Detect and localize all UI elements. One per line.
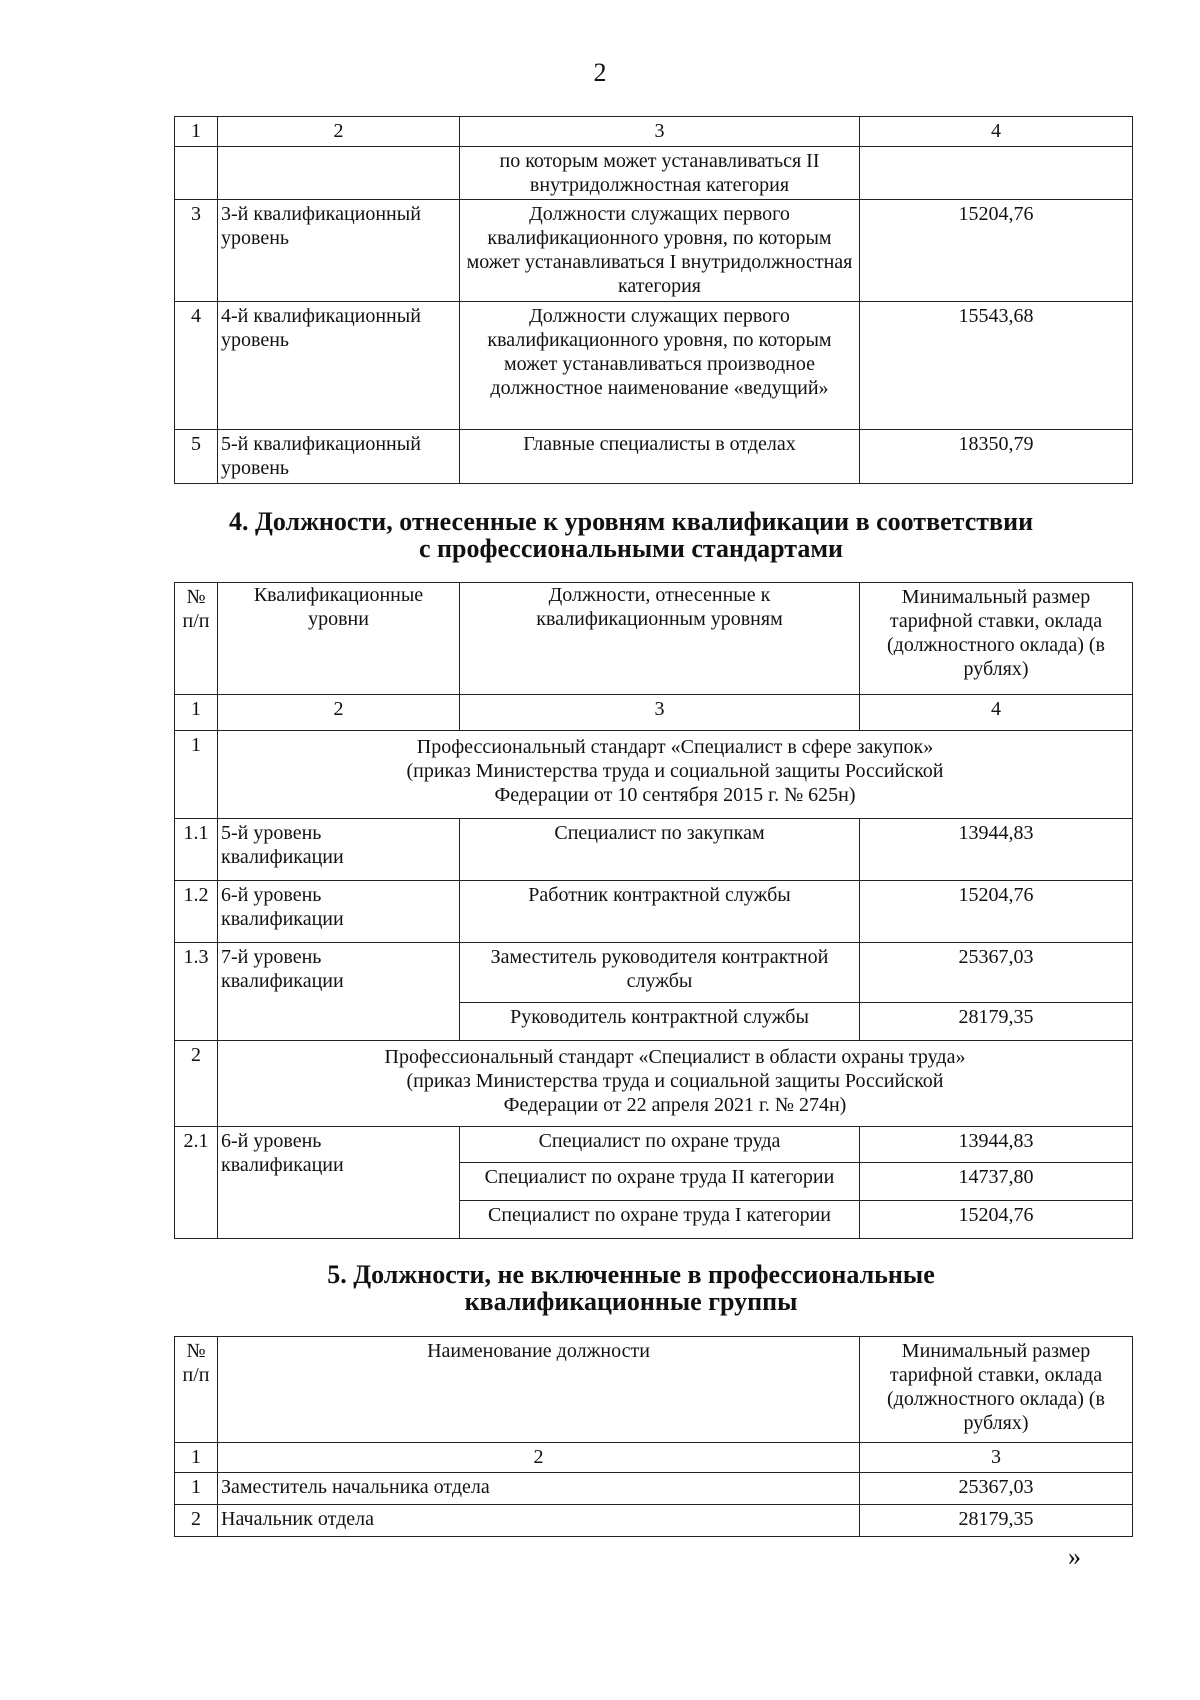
- section-5-title-line-2: квалификационные группы: [464, 1287, 798, 1316]
- row-number: 2: [175, 1505, 218, 1537]
- row-number: 3: [175, 200, 218, 302]
- qualification-level: 5-й квалификационный уровень: [218, 430, 460, 484]
- salary-value: 13944,83: [860, 819, 1133, 881]
- salary-value: 13944,83: [860, 1127, 1133, 1163]
- positions-text: Должности служащих первого квалификационного уровня, по которым может устанавливаться производное должностное наименование «ведущий»: [460, 302, 860, 430]
- qualification-level: 5-й уровень квалификации: [218, 819, 460, 881]
- standard-description: Профессиональный стандарт «Специалист в сфере закупок» (приказ Министерства труда и социальной защиты Российской Федерации от 10 сентября 2015 г. № 625н): [218, 731, 1133, 819]
- section-4-title-line-1: 4. Должности, отнесенные к уровням квалификации в соответствии: [228, 507, 1034, 536]
- table-row: [175, 881, 1133, 943]
- column-number: 2: [218, 1443, 860, 1473]
- section-4-title-line-2: с профессиональными стандартами: [418, 534, 844, 563]
- salary-value: 25367,03: [860, 943, 1133, 1003]
- row-number: 4: [175, 302, 218, 430]
- positions-text: Главные специалисты в отделах: [460, 430, 860, 484]
- salary-value: 28179,35: [860, 1505, 1133, 1537]
- position-name: Заместитель руководителя контрактной службы: [460, 943, 860, 1003]
- closing-quote-mark: »: [1068, 1542, 1081, 1571]
- row-number: 1.3: [175, 943, 218, 1041]
- header-salary: Минимальный размер тарифной ставки, оклада (должностного оклада) (в рублях): [860, 1337, 1133, 1443]
- header-name: Наименование должности: [218, 1337, 860, 1443]
- row-number: 1.2: [175, 881, 218, 943]
- qualification-level: 3-й квалификационный уровень: [218, 200, 460, 302]
- section-4-title: [0, 508, 1200, 562]
- column-number: 3: [460, 695, 860, 731]
- header-salary: Минимальный размер тарифной ставки, оклада (должностного оклада) (в рублях): [860, 583, 1133, 695]
- table-column-numbers-row: [175, 1443, 1133, 1473]
- table-row: [175, 1505, 1133, 1537]
- column-number: 2: [218, 695, 460, 731]
- column-number: 4: [860, 695, 1133, 731]
- position-name: Руководитель контрактной службы: [460, 1003, 860, 1041]
- header-num: № п/п: [175, 583, 218, 695]
- table-column-numbers-row: [175, 695, 1133, 731]
- table-row: [175, 430, 1133, 484]
- header-num: № п/п: [175, 1337, 218, 1443]
- table-header-row: [175, 583, 1133, 695]
- position-name: Специалист по закупкам: [460, 819, 860, 881]
- column-number: 1: [175, 695, 218, 731]
- standard-row: [175, 731, 1133, 819]
- row-number: 5: [175, 430, 218, 484]
- salary-value: 15204,76: [860, 1201, 1133, 1239]
- continued-salary-table: [174, 116, 1133, 484]
- standard-description: Профессиональный стандарт «Специалист в области охраны труда» (приказ Министерства труда и социальной защиты Российской Федерации от 22 апреля 2021 г. № 274н): [218, 1041, 1133, 1127]
- other-positions-table: [174, 1336, 1133, 1537]
- table-row: [175, 200, 1133, 302]
- positions-text: по которым может устанавливаться II внутридолжностная категория: [460, 147, 860, 200]
- salary-value: 15543,68: [860, 302, 1133, 430]
- row-number: 2.1: [175, 1127, 218, 1239]
- table-row: [175, 819, 1133, 881]
- table-row: [175, 943, 1133, 1003]
- qualification-level: [218, 147, 460, 200]
- position-name: Специалист по охране труда I категории: [460, 1201, 860, 1239]
- qualification-level: 7-й уровень квалификации: [218, 943, 460, 1041]
- column-number: 3: [860, 1443, 1133, 1473]
- positions-text: Должности служащих первого квалификационного уровня, по которым может устанавливаться I внутридолжностная категория: [460, 200, 860, 302]
- column-number: 1: [175, 1443, 218, 1473]
- qualification-level: 6-й уровень квалификации: [218, 881, 460, 943]
- section-5-title-line-1: 5. Должности, не включенные в профессиональные: [327, 1260, 935, 1289]
- salary-value: 15204,76: [860, 881, 1133, 943]
- header-levels: Квалификационные уровни: [218, 583, 460, 695]
- position-name: Заместитель начальника отдела: [218, 1473, 860, 1505]
- table-row: [175, 302, 1133, 430]
- column-number: 2: [218, 117, 460, 147]
- table-row: [175, 1473, 1133, 1505]
- table-column-numbers-row: [175, 117, 1133, 147]
- position-name: Специалист по охране труда II категории: [460, 1163, 860, 1201]
- position-name: Начальник отдела: [218, 1505, 860, 1537]
- row-number: [175, 147, 218, 200]
- salary-value: 18350,79: [860, 430, 1133, 484]
- row-number: 2: [175, 1041, 218, 1127]
- column-number: 1: [175, 117, 218, 147]
- table-row: [175, 1127, 1133, 1163]
- row-number: 1: [175, 731, 218, 819]
- column-number: 4: [860, 117, 1133, 147]
- position-name: Работник контрактной службы: [460, 881, 860, 943]
- qualification-level: 4-й квалификационный уровень: [218, 302, 460, 430]
- salary-value: 15204,76: [860, 200, 1133, 302]
- column-number: 3: [460, 117, 860, 147]
- salary-value: 14737,80: [860, 1163, 1133, 1201]
- row-number: 1.1: [175, 819, 218, 881]
- table-header-row: [175, 1337, 1133, 1443]
- row-number: 1: [175, 1473, 218, 1505]
- standard-row: [175, 1041, 1133, 1127]
- salary-value: 25367,03: [860, 1473, 1133, 1505]
- salary-value: 28179,35: [860, 1003, 1133, 1041]
- professional-standards-table: [174, 582, 1133, 1239]
- section-5-title: [0, 1261, 1200, 1315]
- salary-value: [860, 147, 1133, 200]
- header-positions: Должности, отнесенные к квалификационным уровням: [460, 583, 860, 695]
- page-number: 2: [593, 58, 607, 87]
- table-row: [175, 147, 1133, 200]
- position-name: Специалист по охране труда: [460, 1127, 860, 1163]
- qualification-level: 6-й уровень квалификации: [218, 1127, 460, 1239]
